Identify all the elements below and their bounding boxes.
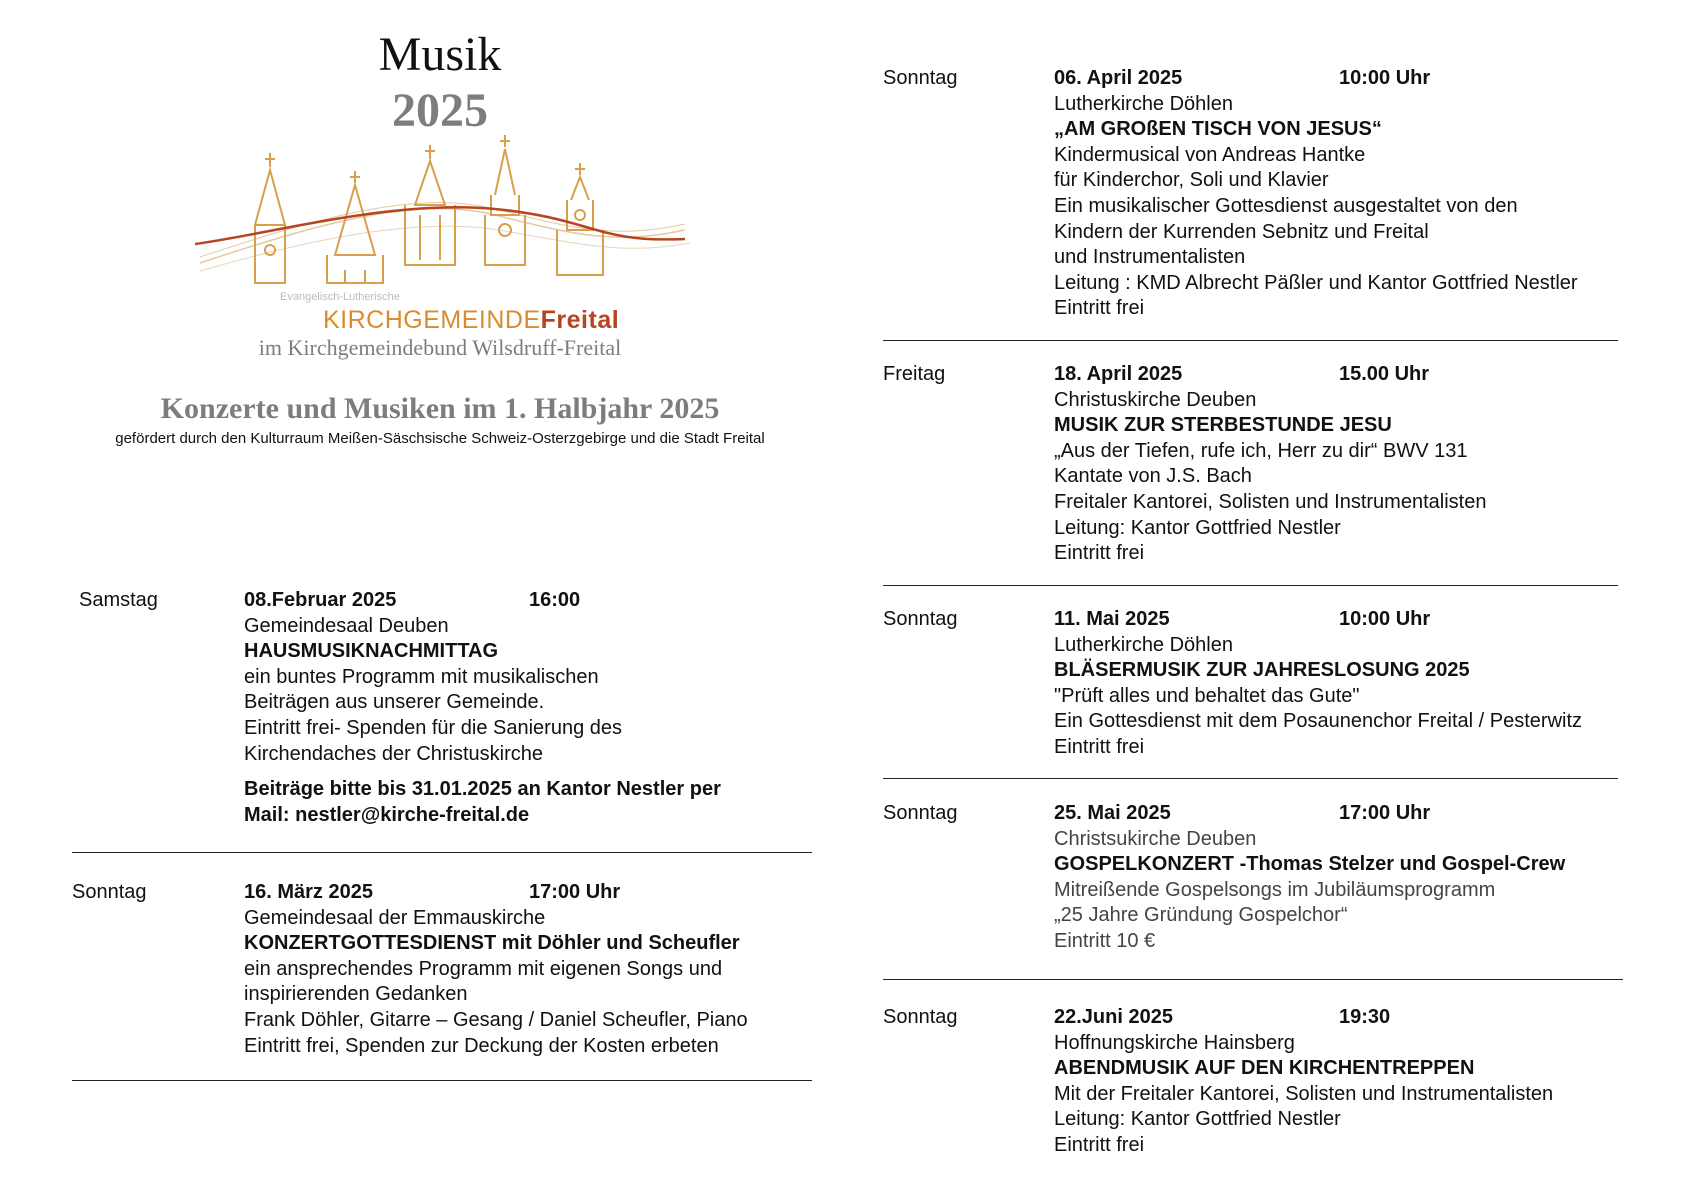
event-day: Sonntag: [883, 802, 958, 824]
event-line: Eintritt frei: [1054, 735, 1145, 758]
event-day: Sonntag: [72, 881, 147, 903]
event-line: Kantate von J.S. Bach: [1054, 465, 1252, 488]
event-datetime: [1054, 1005, 1664, 1031]
event-day: Sonntag: [883, 67, 958, 89]
event-line: Eintritt frei- Spenden für die Sanierung des: [244, 716, 622, 739]
event-date: 25. Mai 2025: [1054, 802, 1171, 824]
event-datetime: [1054, 362, 1664, 388]
event-line: Beiträgen aus unserer Gemeinde.: [244, 691, 545, 714]
funding-note: gefördert durch den Kulturraum Meißen-Säschsische Schweiz-Osterzgebirge und die Stadt Freital: [115, 430, 765, 447]
event-time: 19:30: [1339, 1006, 1391, 1028]
separator-line: [883, 585, 1618, 586]
logo-text-a: KIRCHGEMEINDE: [323, 306, 541, 334]
event-datetime: [1054, 66, 1664, 92]
event-body: [244, 880, 844, 1059]
event-time: 16:00: [529, 589, 581, 611]
event-date: 22.Juni 2025: [1054, 1006, 1173, 1028]
event-place: Gemeindesaal der Emmauskirche: [244, 906, 546, 929]
logo-text: [323, 306, 619, 335]
event-line: für Kinderchor, Soli und Klavier: [1054, 169, 1329, 192]
event-line: ein ansprechendes Programm mit eigenen Songs und: [244, 957, 723, 980]
page-year: 2025: [392, 84, 488, 137]
event-place: Christsukirche Deuben: [1054, 827, 1257, 850]
event-note-line: Mail: nestler@kirche-freital.de: [244, 803, 530, 826]
event-title: ABENDMUSIK AUF DEN KIRCHENTREPPEN: [1054, 1057, 1475, 1080]
event-body: [244, 588, 844, 828]
event-line: inspirierenden Gedanken: [244, 983, 468, 1006]
bund-subtitle: im Kirchgemeindebund Wilsdruff-Freital: [258, 335, 622, 360]
event-body: [1054, 1005, 1664, 1159]
event-line: Ein Gottesdienst mit dem Posaunenchor Freital / Pesterwitz: [1054, 710, 1583, 733]
event-datetime: [244, 588, 844, 614]
event-card: [883, 1005, 1663, 1180]
event-date: 16. März 2025: [244, 881, 373, 903]
event-place: Hoffnungskirche Hainsberg: [1054, 1031, 1295, 1054]
event-time: 10:00 Uhr: [1339, 67, 1431, 89]
event-body: [1054, 66, 1664, 322]
event-line: Eintritt frei: [1054, 297, 1145, 320]
event-title: GOSPELKONZERT -Thomas Stelzer und Gospel-Crew: [1054, 853, 1566, 876]
event-line: Kindermusical von Andreas Hantke: [1054, 143, 1366, 166]
event-date: 11. Mai 2025: [1054, 608, 1170, 630]
separator-line: [883, 340, 1618, 341]
event-body: [1054, 362, 1664, 567]
event-line: „25 Jahre Gründung Gospelchor“: [1054, 904, 1348, 927]
event-line: Mitreißende Gospelsongs im Jubiläumsprogramm: [1054, 878, 1496, 901]
event-place: Lutherkirche Döhlen: [1054, 633, 1233, 656]
logo-text-b: Freital: [540, 306, 620, 334]
event-line: Freitaler Kantorei, Solisten und Instrumentalisten: [1054, 490, 1487, 513]
event-card: [883, 607, 1663, 767]
event-card: [72, 880, 832, 1060]
event-card: [883, 801, 1663, 961]
event-line: und Instrumentalisten: [1054, 246, 1246, 269]
event-day: Sonntag: [883, 1006, 958, 1028]
event-place: Lutherkirche Döhlen: [1054, 92, 1233, 115]
event-datetime: [1054, 801, 1664, 827]
event-line: Leitung: Kantor Gottfried Nestler: [1054, 1108, 1341, 1131]
logo-small-text: Evangelisch-Lutherische: [280, 291, 400, 303]
event-line: Leitung : KMD Albrecht Päßler und Kantor Gottfried Nestler: [1054, 271, 1578, 294]
event-line: Eintritt frei: [1054, 542, 1145, 565]
event-note: [244, 777, 844, 828]
event-title: „AM GROßEN TISCH VON JESUS“: [1054, 118, 1382, 141]
event-time: 17:00 Uhr: [1339, 802, 1431, 824]
event-time: 15.00 Uhr: [1339, 363, 1430, 385]
event-card: [883, 66, 1663, 326]
event-time: 10:00 Uhr: [1339, 608, 1431, 630]
event-date: 18. April 2025: [1054, 363, 1183, 385]
event-line: Mit der Freitaler Kantorei, Solisten und Instrumentalisten: [1054, 1082, 1554, 1105]
event-body: [1054, 607, 1664, 761]
event-body: [1054, 801, 1664, 955]
event-line: Frank Döhler, Gitarre – Gesang / Daniel Scheufler, Piano: [244, 1008, 748, 1031]
event-time: 17:00 Uhr: [529, 881, 621, 903]
event-card: [883, 362, 1663, 577]
event-line: Ein musikalischer Gottesdienst ausgestaltet von den: [1054, 194, 1518, 217]
separator-line: [883, 979, 1623, 980]
event-card: [79, 588, 839, 828]
event-title: MUSIK ZUR STERBESTUNDE JESU: [1054, 414, 1392, 437]
event-title: KONZERTGOTTESDIENST mit Döhler und Scheufler: [244, 932, 740, 955]
event-date: 08.Februar 2025: [244, 589, 397, 611]
event-line: „Aus der Tiefen, rufe ich, Herr zu dir“ BWV 131: [1054, 439, 1468, 462]
separator-line: [883, 778, 1618, 779]
event-date: 06. April 2025: [1054, 67, 1183, 89]
event-line: Eintritt frei: [1054, 1133, 1145, 1156]
event-line: Kindern der Kurrenden Sebnitz und Freital: [1054, 220, 1429, 243]
event-place: Gemeindesaal Deuben: [244, 614, 449, 637]
event-day: Sonntag: [883, 608, 958, 630]
event-title: BLÄSERMUSIK ZUR JAHRESLOSUNG 2025: [1054, 659, 1470, 682]
event-line: Kirchendaches der Christuskirche: [244, 742, 544, 765]
event-line: Eintritt frei, Spenden zur Deckung der Kosten erbeten: [244, 1034, 719, 1057]
page-title: Musik: [378, 28, 502, 81]
separator-line: [72, 852, 812, 853]
event-line: "Prüft alles und behaltet das Gute": [1054, 684, 1360, 707]
event-note-line: Beiträge bitte bis 31.01.2025 an Kantor Nestler per: [244, 778, 721, 801]
event-day: Freitag: [883, 363, 946, 385]
season-heading: Konzerte und Musiken im 1. Halbjahr 2025: [160, 392, 720, 425]
event-line: Leitung: Kantor Gottfried Nestler: [1054, 516, 1341, 539]
event-title: HAUSMUSIKNACHMITTAG: [244, 640, 499, 663]
event-line: Eintritt 10 €: [1054, 929, 1156, 952]
event-line: ein buntes Programm mit musikalischen: [244, 665, 599, 688]
church-logo: [195, 135, 695, 330]
event-datetime: [1054, 607, 1664, 633]
event-day: Samstag: [79, 589, 158, 611]
event-datetime: [244, 880, 844, 906]
event-place: Christuskirche Deuben: [1054, 388, 1257, 411]
separator-line: [72, 1080, 812, 1081]
